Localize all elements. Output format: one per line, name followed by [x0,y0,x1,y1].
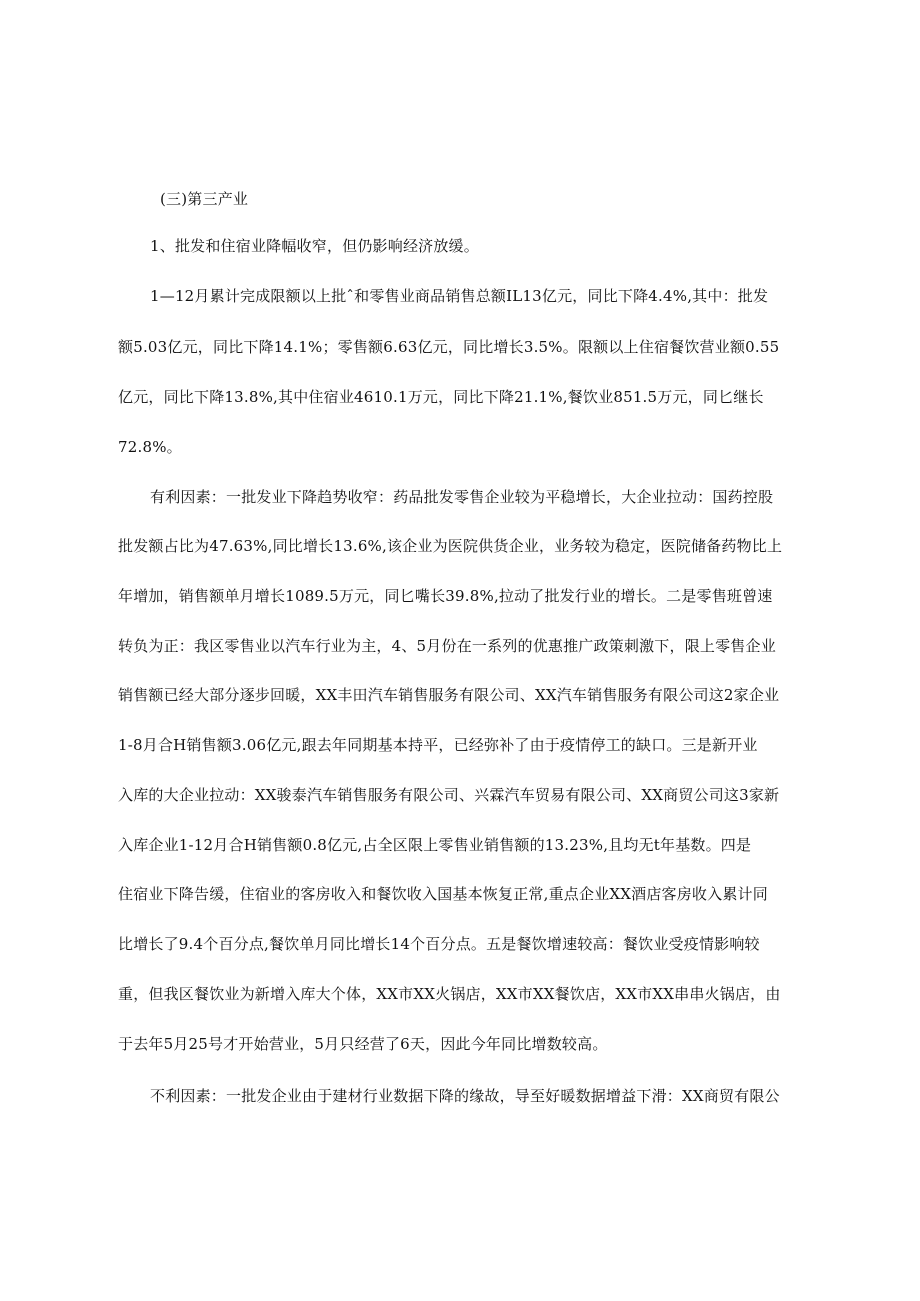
paragraph-line: 不利因素：一批发企业由于建材行业数据下降的缘故，导至好暖数据增益下滑：XX商贸有限公 [150,1087,780,1105]
paragraph-line: 于去年5月25号才开始营业，5月只经营了6天，因此今年同比增数较高。 [118,1035,608,1053]
paragraph-line: 额5.03亿元，同比下降14.1%；零售额6.63亿元，同比增长3.5%。限额以上住宿餐饮营业额0.55 [118,338,780,356]
paragraph-line: 批发额占比为47.63%,同比增长13.6%,该企业为医院供货企业，业务较为稳定，医院储备药物比上 [118,537,783,555]
paragraph-line: 年增加，销售额单月增长1089.5万元，同匕嘴长39.8%,拉动了批发行业的增长。二是零售班曾速 [118,587,773,605]
paragraph-line: 销售额已经大部分逐步回暖，XX丰田汽车销售服务有限公司、XX汽车销售服务有限公司这2家企业 [118,686,780,704]
paragraph-line: 入库的大企业拉动：XX骏泰汽车销售服务有限公司、兴霖汽车贸易有限公司、XX商贸公司这3家新 [118,786,780,804]
subheading: 1、批发和住宿业降幅收窄，但仍影响经济放缓。 [150,237,479,255]
paragraph-line: 比增长了9.4个百分点,餐饮单月同比增长14个百分点。五是餐饮增速较高：餐饮业受疫情影响较 [118,935,760,953]
section-heading: (三)第三产业 [160,190,249,208]
paragraph-line: 住宿业下降告缓，住宿业的客房收入和餐饮收入国基本恢复正常,重点企业XX酒店客房收入累计同 [118,885,768,903]
paragraph-line: 转负为正：我区零售业以汽车行业为主，4、5月份在一系列的优惠推广政策刺激下，限上零售企业 [118,637,776,655]
paragraph-line: 重，但我区餐饮业为新增入库大个体，XX市XX火锅店，XX市XX餐饮店，XX市XX串串火锅店，由 [118,985,781,1003]
paragraph-line: 入库企业1-12月合H销售额0.8亿元,占全区限上零售业销售额的13.23%,且均无t年基数。四是 [118,836,752,854]
paragraph-line: 1-8月合H销售额3.06亿元,跟去年同期基本持平，已经弥补了由于疫情停工的缺口。三是新开业 [118,736,758,754]
paragraph-line: 72.8%。 [118,438,182,456]
paragraph-line: 1—12月累计完成限额以上批ˆ和零售业商品销售总额IL13亿元，同比下降4.4%,其中：批发 [150,287,769,305]
paragraph-line: 亿元，同比下降13.8%,其中住宿业4610.1万元，同比下降21.1%,餐饮业851.5万元，同匕继长 [118,388,764,406]
paragraph-line: 有利因素：一批发业下降趋势收窄：药品批发零售企业较为平稳增长，大企业拉动：国药控股 [150,488,774,506]
